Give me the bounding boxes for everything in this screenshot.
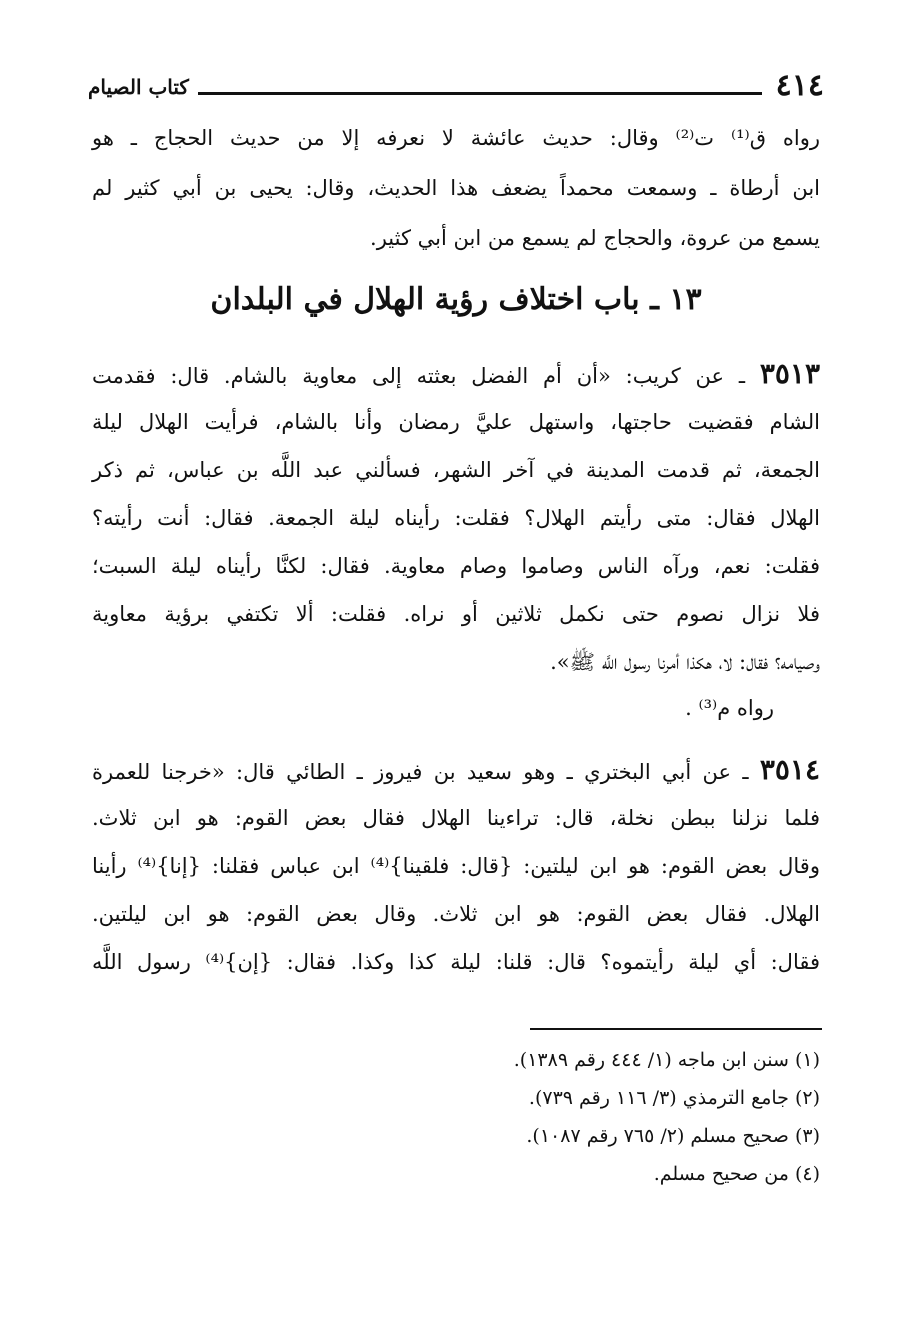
hadith-text: ـ عن كريب: «أن أم الفضل بعثته إلى معاوية بالشام. قال: فقدمت	[92, 364, 746, 388]
header-rule	[198, 92, 762, 95]
hadith-3514-line-2: فلما نزلنا ببطن نخلة، قال: تراءينا الهلال فقال بعض القوم: هو ابن ثلاث.	[92, 806, 820, 830]
intro-line-1: رواه ق⁽¹⁾ ت⁽²⁾ وقال: حديث عائشة لا نعرفه إلا من حديث الحجاج ـ هو	[92, 126, 820, 150]
hadith-number: ٣٥١٤	[759, 753, 820, 786]
hadith-3514-line-4: الهلال. فقال بعض القوم: هو ابن ثلاث. وقال بعض القوم: هو ابن ليلتين.	[92, 902, 820, 926]
book-title: كتاب الصيام	[88, 75, 189, 99]
hadith-number: ٣٥١٣	[759, 357, 820, 390]
hadith-3513-line-7: وصيامه؟ فقال: لا، هكذا أمرنا رسول اللَّه ﷺ».	[550, 650, 820, 674]
hadith-text: ـ عن أبي البختري ـ وهو سعيد بن فيروز ـ الطائي قال: «خرجنا للعمرة	[92, 760, 749, 784]
intro-line-3: يسمع من عروة، والحجاج لم يسمع من ابن أبي كثير.	[370, 226, 820, 250]
footnote-3: (٣) صحيح مسلم (٢/ ٧٦٥ رقم ١٠٨٧).	[526, 1125, 820, 1147]
hadith-3514-line-3: وقال بعض القوم: هو ابن ليلتين: {قال: فلقينا}⁽⁴⁾ ابن عباس فقلنا: {إنا}⁽⁴⁾ رأينا	[92, 854, 820, 878]
hadith-3513-line-6: فلا نزال نصوم حتى نكمل ثلاثين أو نراه. فقلت: ألا تكتفي برؤية معاوية	[92, 602, 820, 626]
hadith-3513-line-5: فقلت: نعم، ورآه الناس وصاموا وصام معاوية. فقال: لكنَّا رأيناه ليلة السبت؛	[92, 554, 820, 578]
footnote-rule	[530, 1028, 822, 1030]
hadith-3513-line-3: الجمعة، ثم قدمت المدينة في آخر الشهر، فسألني عبد اللَّه بن عباس، ثم ذكر	[92, 458, 820, 482]
hadith-3514-line-1	[92, 752, 820, 790]
riwaya-attribution: رواه م⁽³⁾ .	[685, 696, 774, 720]
hadith-3513-line-2: الشام فقضيت حاجتها، واستهل عليَّ رمضان وأنا بالشام، فرأيت الهلال ليلة	[92, 410, 820, 434]
footnote-2: (٢) جامع الترمذي (٣/ ١١٦ رقم ٧٣٩).	[528, 1087, 820, 1109]
intro-line-2: ابن أرطاة ـ وسمعت محمداً يضعف هذا الحديث، وقال: يحيى بن أبي كثير لم	[92, 176, 820, 200]
page-number: ٤١٤	[775, 68, 824, 103]
footnote-4: (٤) من صحيح مسلم.	[653, 1163, 820, 1185]
page-header	[88, 66, 824, 114]
chapter-title: ١٣ ـ باب اختلاف رؤية الهلال في البلدان	[210, 282, 702, 317]
hadith-3513-line-1	[92, 356, 820, 394]
footnote-1: (١) سنن ابن ماجه (١/ ٤٤٤ رقم ١٣٨٩).	[513, 1049, 820, 1071]
hadith-3514-line-5: فقال: أي ليلة رأيتموه؟ قال: قلنا: ليلة كذا وكذا. فقال: {إن}⁽⁴⁾ رسول اللَّه	[92, 950, 821, 974]
hadith-3513-line-4: الهلال فقال: متى رأيتم الهلال؟ فقلت: رأيناه ليلة الجمعة. فقال: أنت رأيته؟	[92, 506, 820, 530]
